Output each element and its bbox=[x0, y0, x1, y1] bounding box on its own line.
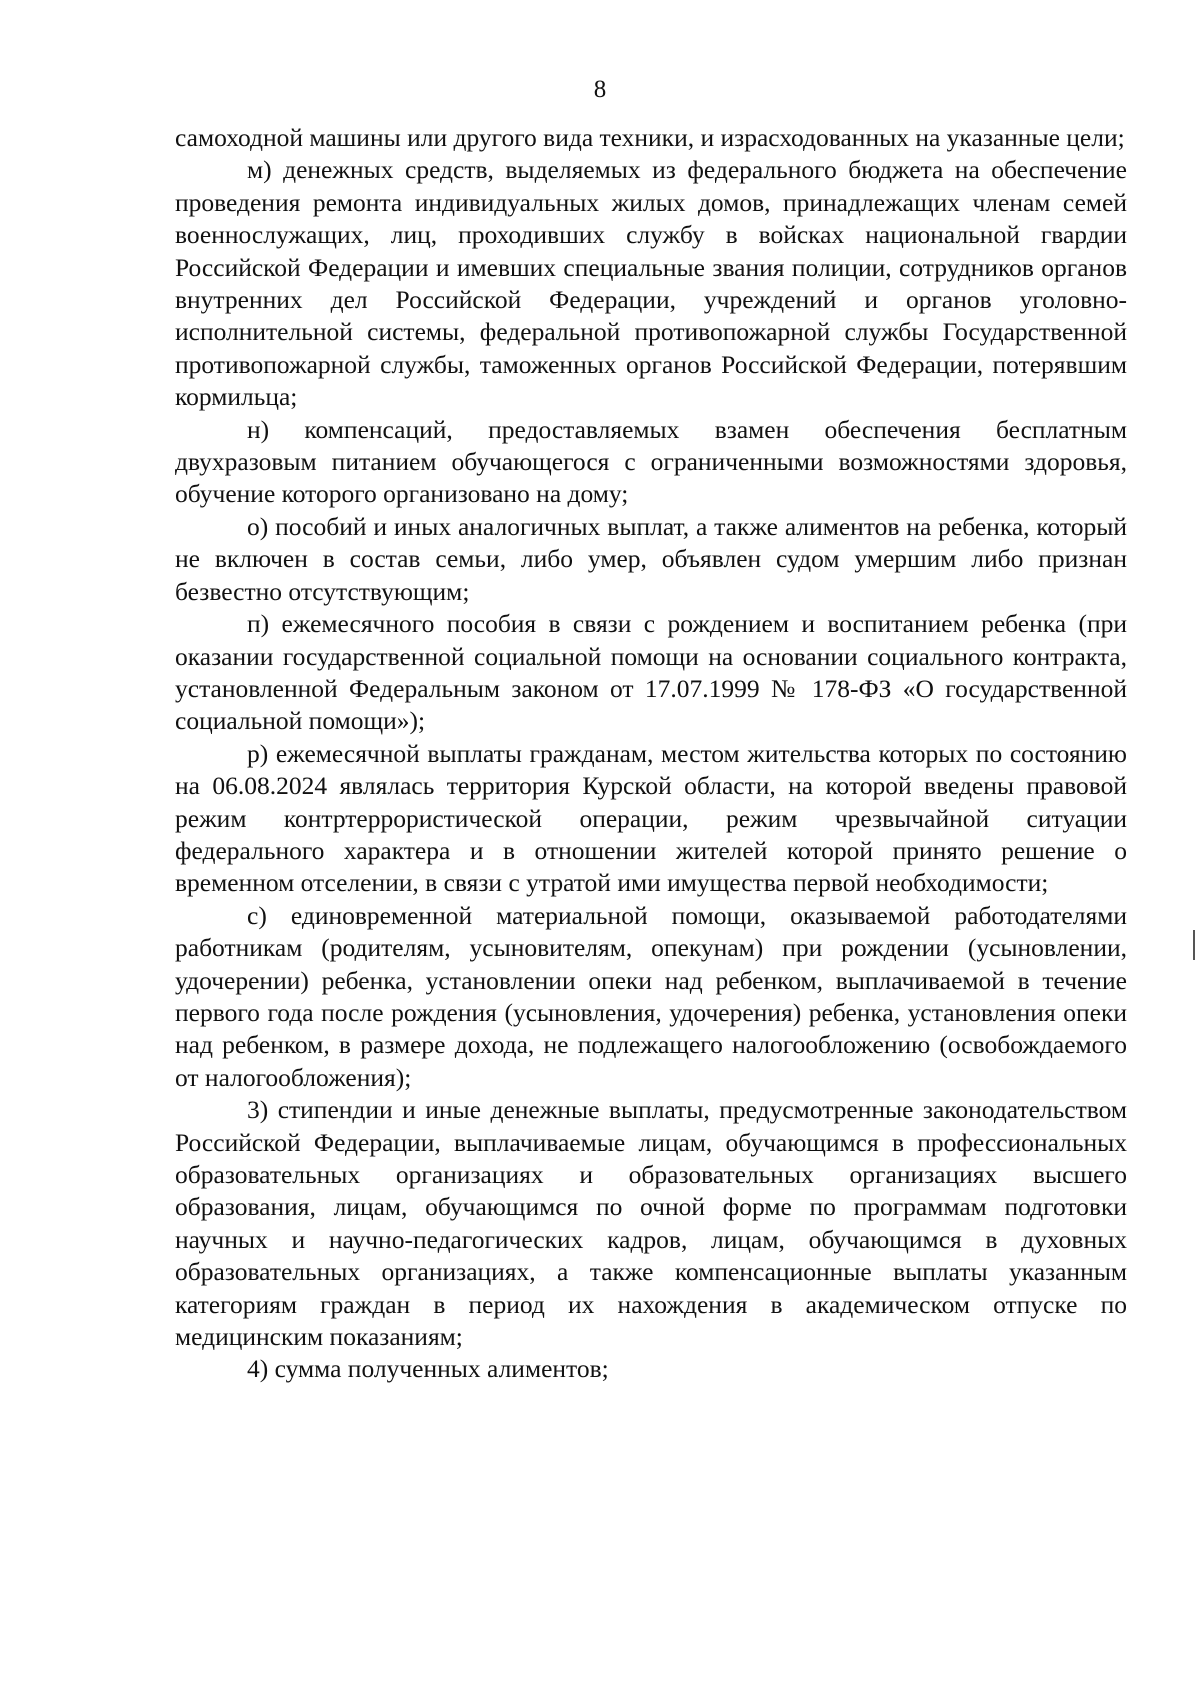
paragraph: о) пособий и иных аналогичных выплат, а также алиментов на ребенка, который не включен в состав семьи, либо умер, объявлен судом умершим либо признан безвестно отсутствующим; bbox=[175, 511, 1127, 606]
paragraph: м) денежных средств, выделяемых из федерального бюджета на обеспечение проведения ремонта индивидуальных жилых домов, принадлежащих членам семей военнослужащих, лиц, проходивших службу в войсках национальной гвардии Российской Федерации и имевших специальные звания полиции, сотрудников органов внутренних дел Российской Федерации, учреждений и органов уголовно-исполнительной системы, федеральной противопожарной службы Государственной противопожарной службы, таможенных органов Российской Федерации, потерявшим кормильца; bbox=[175, 155, 1127, 412]
paragraph: с) единовременной материальной помощи, оказываемой работодателями работникам (родителям, усыновителям, опекунам) при рождении (усыновлении, удочерении) ребенка, установлении опеки над ребенком, выплачиваемой в течение первого года после рождения (усыновления, удочерения) ребенка, установления опеки над ребенком, в размере дохода, не подлежащего налогообложению (освобождаемого от налогообложения); bbox=[175, 900, 1127, 1092]
paragraph: р) ежемесячной выплаты гражданам, местом жительства которых по состоянию на 06.08.2024 являлась территория Курской области, на которой введены правовой режим контртеррористической операции, режим чрезвычайной ситуации федерального характера и в отношении жителей которой принято решение о временном отселении, в связи с утратой ими имущества первой необходимости; bbox=[175, 738, 1127, 898]
document-body bbox=[175, 122, 1127, 1386]
scan-edge-mark bbox=[1193, 930, 1195, 960]
paragraph: самоходной машины или другого вида техники, и израсходованных на указанные цели; bbox=[175, 123, 1125, 152]
paragraph: 3) стипендии и иные денежные выплаты, предусмотренные законодательством Российской Федерации, выплачиваемые лицам, обучающимся в профессиональных образовательных организациях и образовательных организациях высшего образования, лицам, обучающимся по очной форме по программам подготовки научных и научно-педагогических кадров, лицам, обучающимся в духовных образовательных организациях, а также компенсационные выплаты указанным категориям граждан в период их нахождения в академическом отпуске по медицинским показаниям; bbox=[175, 1095, 1127, 1352]
paragraph: н) компенсаций, предоставляемых взамен обеспечения бесплатным двухразовым питанием обучающегося с ограниченными возможностями здоровья, обучение которого организовано на дому; bbox=[175, 414, 1127, 509]
page-number: 8 bbox=[593, 76, 607, 103]
paragraph: 4) сумма полученных алиментов; bbox=[247, 1354, 609, 1384]
paragraph: п) ежемесячного пособия в связи с рождением и воспитанием ребенка (при оказании государственной социальной помощи на основании социального контракта, установленной Федеральным законом от 17.07.1999 № 178-ФЗ «О государственной социальной помощи»); bbox=[175, 609, 1127, 736]
